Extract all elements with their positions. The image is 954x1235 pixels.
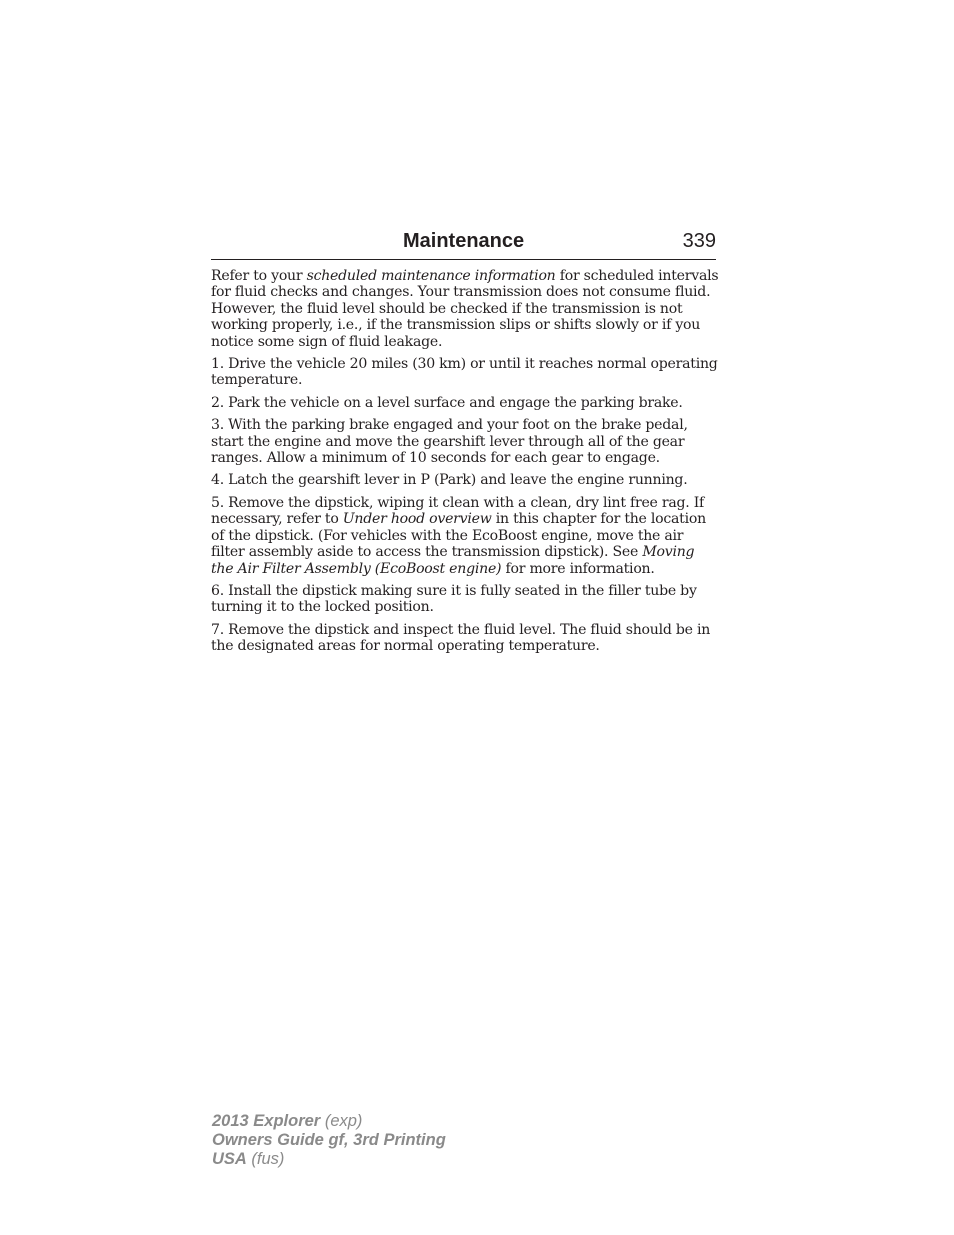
- air-filter-reference: Moving the Air Filter Assembly (EcoBoost engine): [211, 544, 695, 577]
- step-2: 2. Park the vehicle on a level surface and engage the parking brake.: [211, 394, 683, 411]
- page-footer: [212, 1112, 446, 1169]
- step-7: 7. Remove the dipstick and inspect the fluid level. The fluid should be in the designated areas for normal operating temperature.: [211, 621, 711, 655]
- footer-line-3: USA (fus): [212, 1150, 285, 1168]
- step-4: 4. Latch the gearshift lever in P (Park) and leave the engine running.: [211, 472, 688, 489]
- page-number: 339: [682, 230, 716, 252]
- footer-line-1: 2013 Explorer (exp): [212, 1112, 363, 1130]
- paragraph-intro: Refer to your scheduled maintenance information for scheduled intervals for fluid checks and changes. Your transmission does not consume fluid. However, the fluid level should be checked if the transmission is not working properly, i.e., if the transmission slips or shifts slowly or if you notice some sign of fluid leakage.: [211, 268, 719, 350]
- under-hood-overview-reference: Under hood overview: [342, 511, 492, 528]
- step-5: 5. Remove the dipstick, wiping it clean with a clean, dry lint free rag. If necessary, refer to Under hood overview in this chapter for the location of the dipstick. (For vehicles with the EcoBoost engine, move the air filter assembly aside to access the transmission dipstick). See Moving the Air Filter Assembly (EcoBoost engine) for more information.: [211, 494, 706, 577]
- step-1: 1. Drive the vehicle 20 miles (30 km) or until it reaches normal operating temperature.: [211, 356, 718, 389]
- step-3: 3. With the parking brake engaged and your foot on the brake pedal, start the engine and move the gearshift lever through all of the gear ranges. Allow a minimum of 10 seconds for each gear to engage.: [211, 417, 688, 467]
- page-header: [211, 229, 716, 260]
- body-text: [211, 268, 719, 661]
- section-title: Maintenance: [403, 230, 525, 252]
- step-6: 6. Install the dipstick making sure it is fully seated in the filler tube by turning it to the locked position.: [211, 582, 697, 616]
- footer-line-2: Owners Guide gf, 3rd Printing: [212, 1131, 446, 1149]
